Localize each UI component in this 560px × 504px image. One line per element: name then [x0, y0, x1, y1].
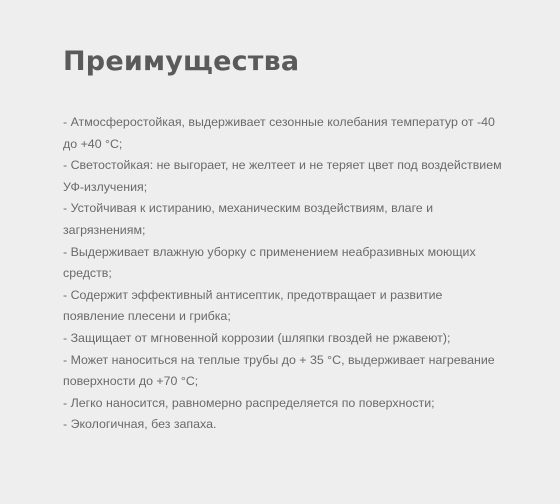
advantages-list	[63, 112, 503, 436]
list-item: - Экологичная, без запаха.	[63, 417, 217, 432]
list-item: - Устойчивая к истиранию, механическим воздействиям, влаге и загрязнениям;	[63, 201, 434, 237]
list-item: - Содержит эффективный антисептик, предотвращает и развитие появление плесени и грибка;	[63, 287, 443, 324]
list-item: - Светостойкая: не выгорает, не желтеет и не теряет цвет под воздействием УФ-излучения;	[63, 158, 502, 194]
list-item: - Защищает от мгновенной коррозии (шляпки гвоздей не ржавеют);	[63, 330, 451, 345]
list-item: - Атмосферостойкая, выдерживает сезонные колебания температур от -40 до +40 °С;	[63, 115, 495, 151]
list-item: - Может наноситься на теплые трубы до + 35 °С, выдерживает нагревание поверхности до +70 °С;	[63, 352, 495, 389]
section-title: Преимущества	[63, 46, 300, 77]
list-item: - Легко наносится, равномерно распределяется по поверхности;	[63, 395, 435, 410]
list-item: - Выдерживает влажную уборку с применением неабразивных моющих средств;	[63, 244, 476, 281]
